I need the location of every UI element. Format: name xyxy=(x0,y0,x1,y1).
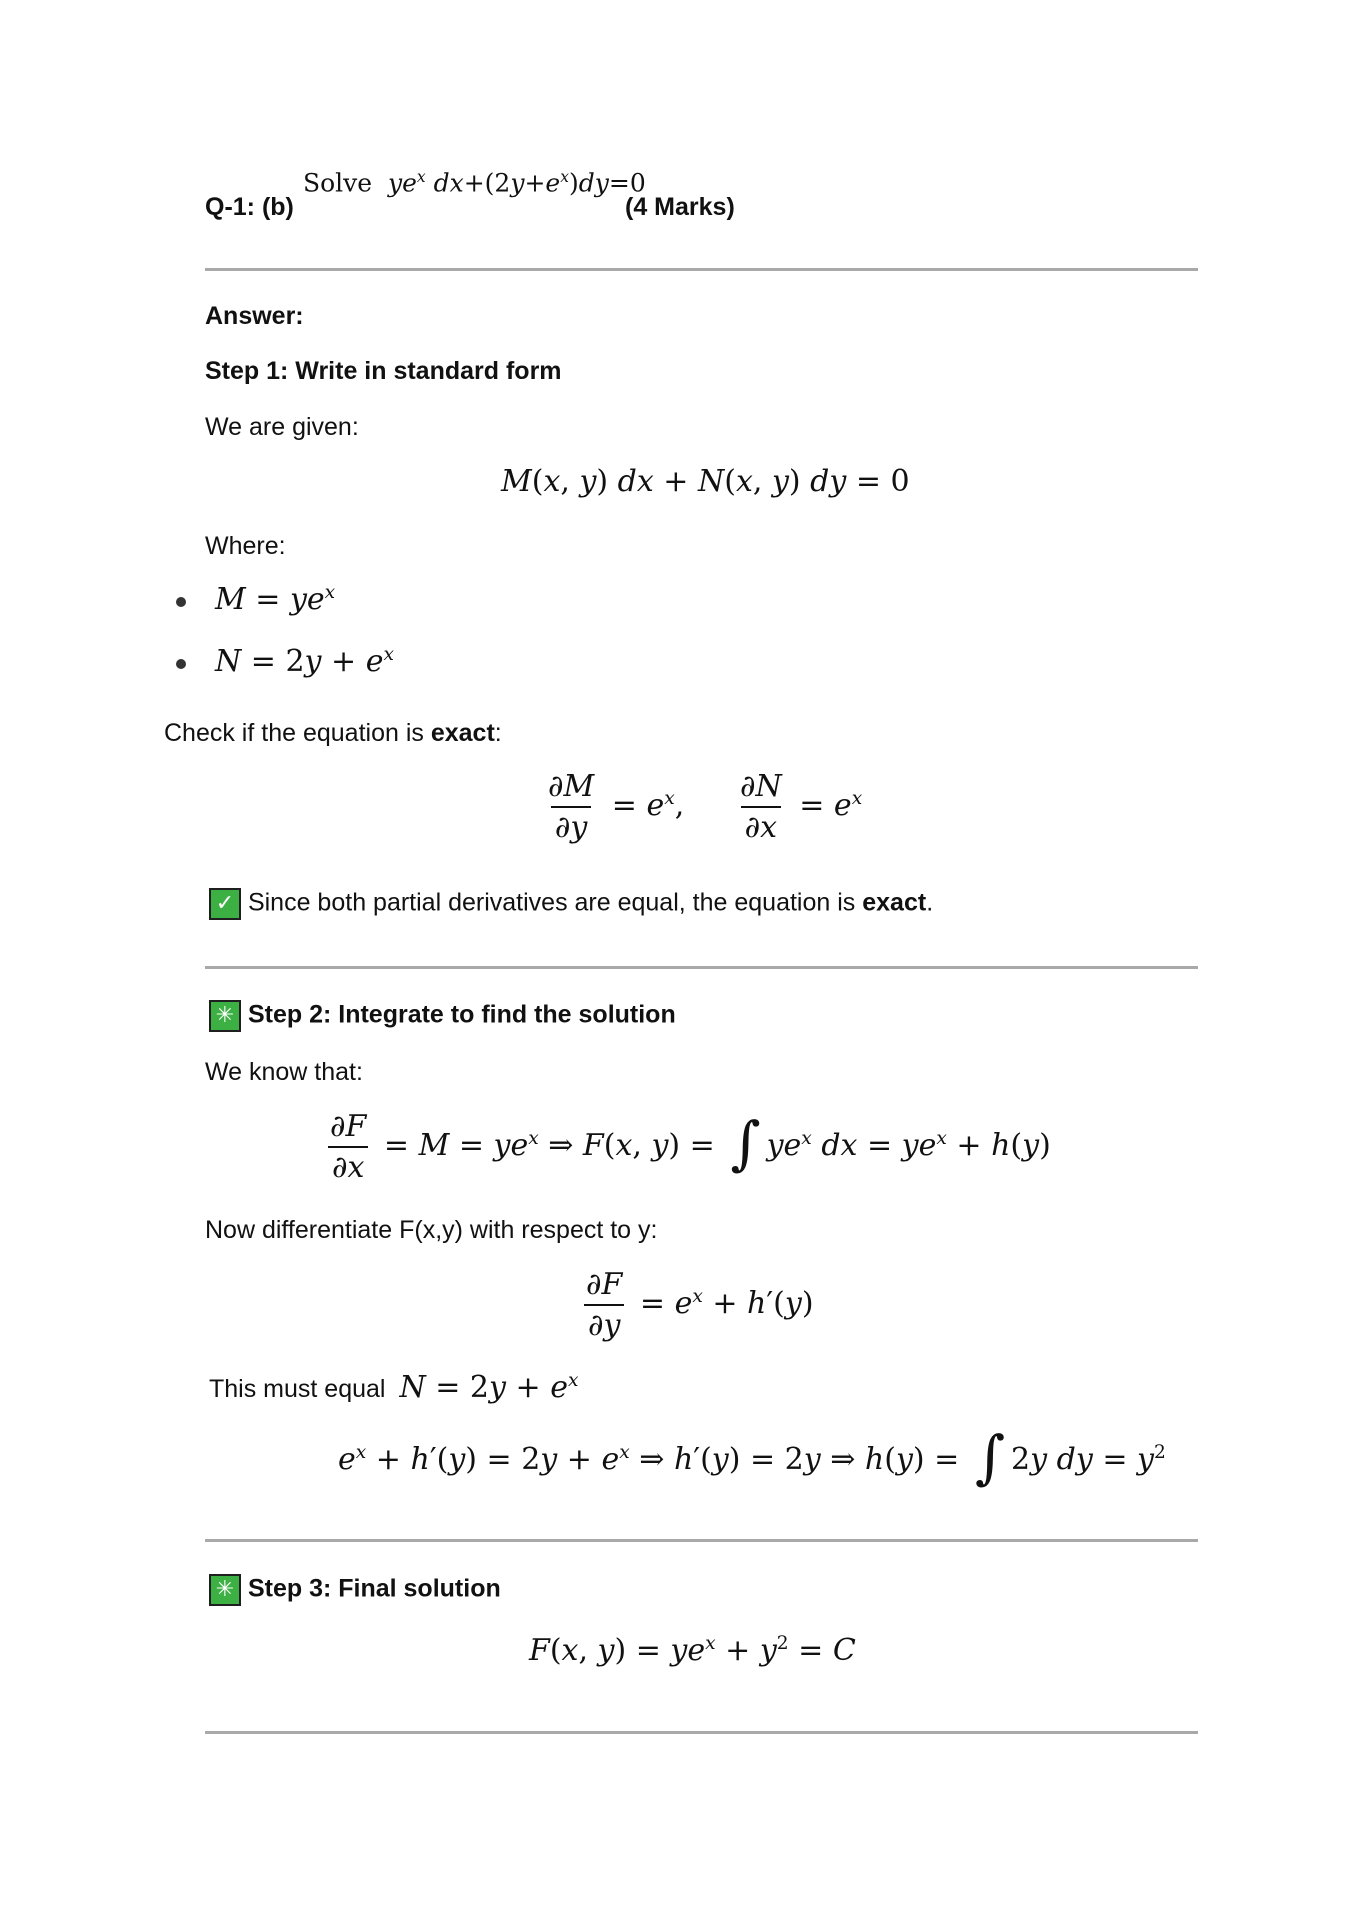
divider xyxy=(205,1731,1198,1734)
standard-form-equation: M(x, y) dx + N(x, y) dy = 0 xyxy=(501,464,910,499)
bullet xyxy=(176,659,186,669)
bullet xyxy=(176,597,186,607)
answer-label: Answer: xyxy=(205,302,304,330)
eight-spoked-asterisk-icon: ✳ xyxy=(209,1000,241,1032)
divider xyxy=(205,1539,1198,1542)
question-marks: (4 Marks) xyxy=(625,193,735,221)
question-equation: Solve $ye^x$ $dx+(2y+e^x)dy=0$ xyxy=(303,168,646,198)
step3-title: Step 3: Final solution xyxy=(247,1574,501,1603)
m-definition: $M = ye^x$ xyxy=(215,582,336,617)
know-text: We know that: xyxy=(205,1058,363,1086)
eight-spoked-asterisk-icon: ✳ xyxy=(209,1574,241,1606)
partial-derivatives-equation: $\frac{\partial M}{\partial y}$ = $e^x$, $\frac{\partial N}{\partial x}$ = $e^x$ xyxy=(548,769,863,845)
must-equal-text: This must equal xyxy=(209,1375,386,1403)
given-text: We are given: xyxy=(205,413,359,441)
step1-title: Step 1: Write in standard form xyxy=(205,357,562,385)
where-text: Where: xyxy=(205,532,286,560)
check-mark-icon: ✓ xyxy=(209,888,241,920)
final-solution-equation: F(x, $y) = ye^x + y^2 = C$ xyxy=(529,1633,856,1668)
step2-title: Step 2: Integrate to find the solution xyxy=(247,1000,676,1029)
integration-equation: $\frac{\partial F}{\partial x}$ = $M = ye^x$ ⇒ F(x, y) = ∫ $ye^x$ dx = $ye^x + h(y)$ xyxy=(322,1110,1051,1184)
h-derivation-equation: $e^x + h'(y) = 2y + e^x$ ⇒ h′(y) = 2y ⇒ h(y) = ∫ 2y dy = $y^2$ xyxy=(338,1423,1166,1491)
step2-title-row xyxy=(209,1000,676,1032)
differentiate-text: Now differentiate F(x,y) with respect to y: xyxy=(205,1216,658,1244)
divider xyxy=(205,966,1198,969)
partial-f-y-equation: $\frac{\partial F}{\partial y}$ = $e^x + h'(y)$ xyxy=(578,1268,814,1342)
question-label: Q-1: (b) xyxy=(205,193,294,221)
step3-title-row xyxy=(209,1574,501,1606)
n-definition: $N = 2y + e^x$ xyxy=(215,644,394,679)
must-equal-line: This must equal $N = 2y + e^x$ xyxy=(209,1370,579,1405)
divider xyxy=(205,268,1198,271)
solve-word: Solve xyxy=(303,168,373,198)
exact-conclusion: ✓ Since both partial derivatives are equal, the equation is exact. xyxy=(209,888,933,920)
check-exact-text: Check if the equation is exact: xyxy=(164,719,502,747)
